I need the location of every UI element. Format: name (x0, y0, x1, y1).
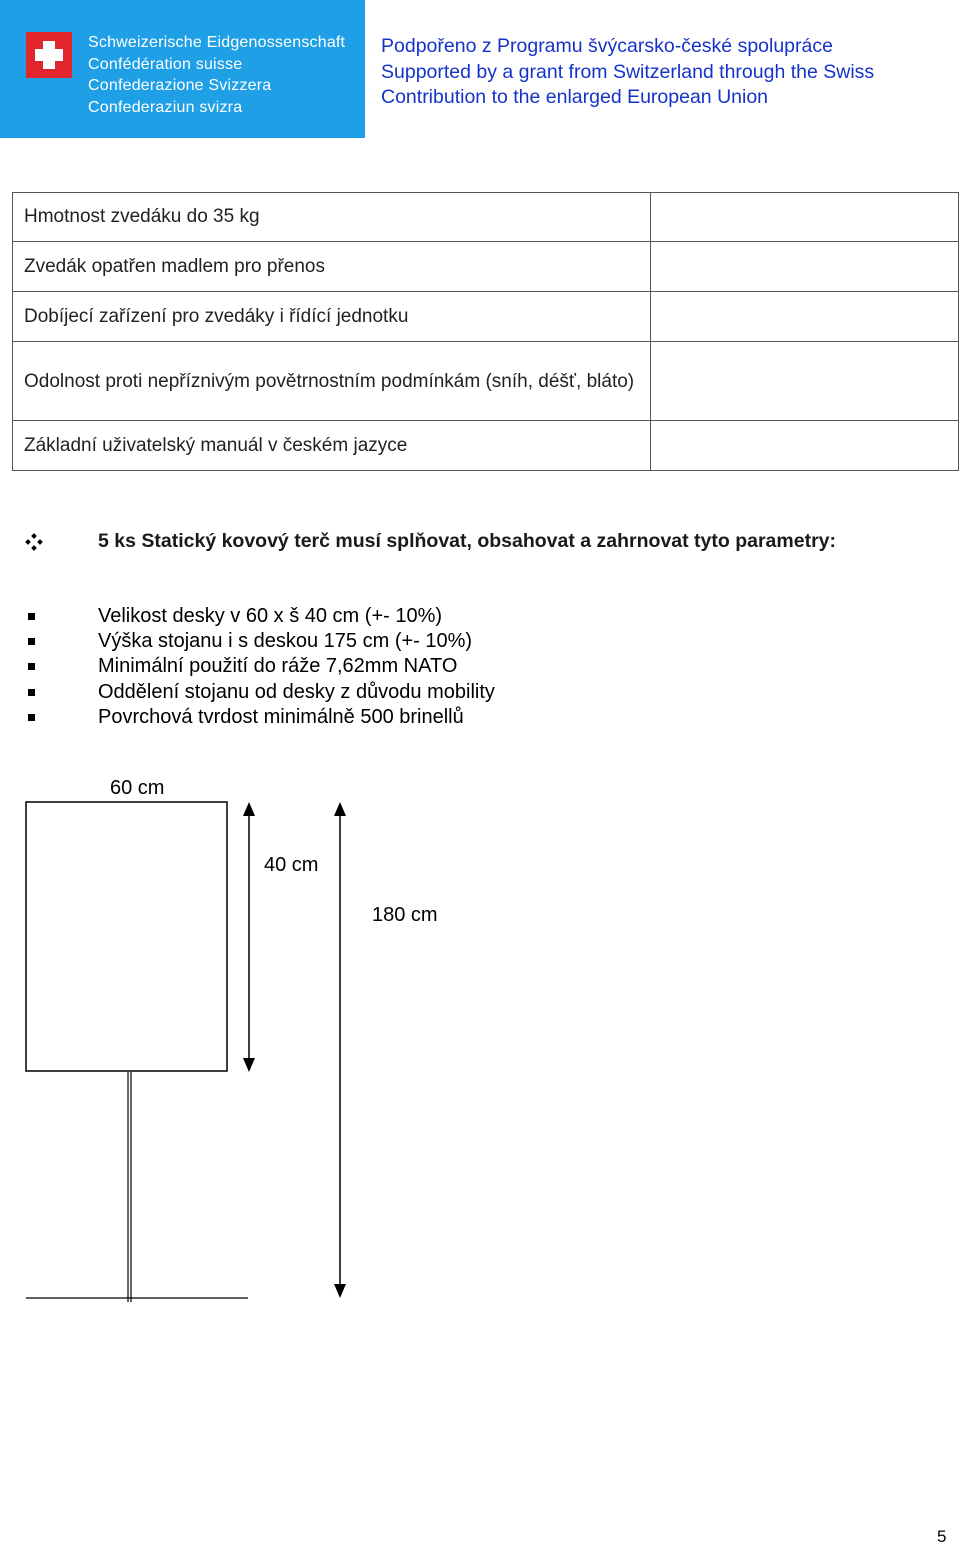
total-height-arrow (334, 802, 346, 1298)
table-cell-label: Zvedák opatřen madlem pro přenos (13, 242, 651, 292)
list-item (26, 705, 495, 730)
table-cell-value (651, 242, 959, 292)
section-heading: 5 ks Statický kovový terč musí splňovat, obsahovat a zahrnovat tyto parametry: (98, 530, 837, 552)
support-line: Podpořeno z Programu švýcarsko-české spolupráce (381, 35, 833, 57)
swiss-flag-icon (26, 32, 72, 78)
table-cell-label: Dobíjecí zařízení pro zvedáky i řídící jednotku (13, 292, 651, 342)
list-item-text: Výška stojanu i s deskou 175 cm (+- 10%) (98, 630, 473, 653)
list-item-text: Velikost desky v 60 x š 40 cm (+- 10%) (98, 605, 443, 627)
square-bullet-icon (28, 714, 35, 721)
list-item-text: Povrchová tvrdost minimálně 500 brinellů (98, 705, 464, 728)
total-height-dimension-label: 180 cm (372, 904, 438, 926)
square-bullet-icon (28, 613, 35, 620)
list-item-text: Minimální použití do ráže 7,62mm NATO (98, 655, 458, 678)
table-row (13, 242, 959, 292)
width-dimension-label: 60 cm (110, 777, 165, 799)
table-row (13, 292, 959, 342)
diamond-bullet-icon (25, 533, 43, 551)
table-row (13, 193, 959, 242)
list-item (26, 680, 495, 705)
logo-line: Confederaziun svizra (88, 98, 243, 116)
board-height-dimension-label: 40 cm (264, 854, 319, 876)
table-cell-value (651, 292, 959, 342)
logo-line: Schweizerische Eidgenossenschaft (88, 34, 346, 51)
target-diagram (0, 780, 960, 1320)
list-item (26, 604, 495, 629)
logo-line: Confédération suisse (88, 55, 243, 73)
requirements-table (12, 192, 959, 471)
support-line: Contribution to the enlarged European Union (381, 86, 769, 108)
parameter-list (26, 604, 495, 730)
square-bullet-icon (28, 638, 35, 645)
support-statement (381, 34, 874, 111)
square-bullet-icon (28, 663, 35, 670)
list-item (26, 629, 495, 654)
table-cell-label: Základní uživatelský manuál v českém jazyce (13, 421, 651, 471)
table-row (13, 342, 959, 421)
logo-line: Confederazione Svizzera (88, 77, 272, 94)
table-cell-value (651, 421, 959, 471)
support-line: Supported by a grant from Switzerland through the Swiss (381, 60, 875, 83)
board-height-arrow (243, 802, 255, 1072)
table-row (13, 421, 959, 471)
square-bullet-icon (28, 689, 35, 696)
logo-text (88, 32, 345, 118)
target-board (26, 802, 227, 1071)
list-item (26, 654, 495, 679)
table-cell-label: Odolnost proti nepříznivým povětrnostním podmínkám (sníh, déšť, bláto) (13, 342, 651, 421)
swiss-confederation-logo (0, 0, 365, 138)
table-cell-value (651, 342, 959, 421)
table-cell-label: Hmotnost zvedáku do 35 kg (13, 193, 651, 242)
table-cell-value (651, 193, 959, 242)
list-item-text: Oddělení stojanu od desky z důvodu mobility (98, 680, 495, 703)
page-number: 5 (937, 1527, 947, 1546)
